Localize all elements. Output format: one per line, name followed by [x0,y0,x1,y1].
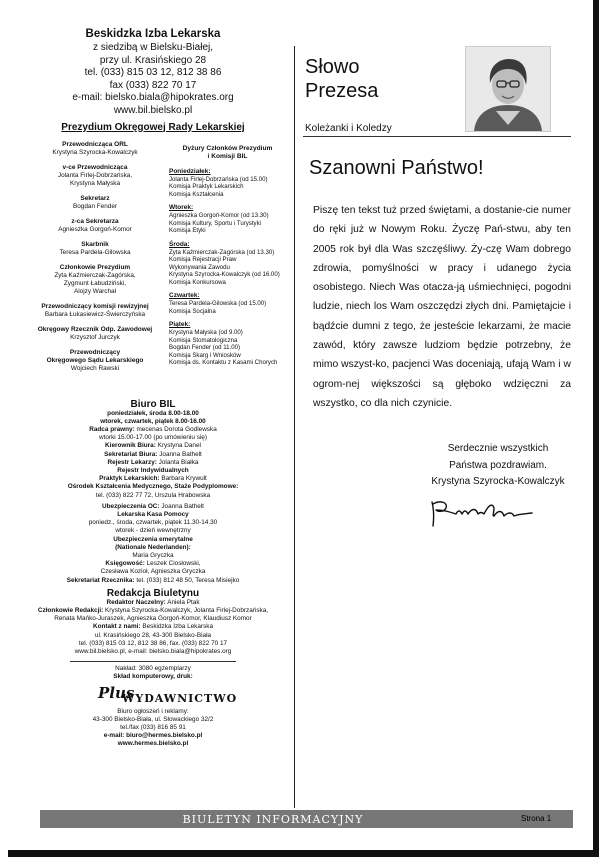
naczelny-label: Redaktor Naczelny: [106,598,166,606]
sekretariat-label: Sekretariat Biura: [104,450,158,458]
presidium-title: Prezydium Okręgowej Rady Lekarskiej [61,121,245,133]
duty-day-label: Czwartek: [169,292,200,300]
logo-plus: Plus [98,683,135,702]
emeryt-line-2 [20,544,286,552]
member-name: Krzysztof Jurczyk [70,333,120,341]
biuro-hours-text: poniedziałek, środa 8.00-18.00 [107,409,199,417]
druk-addr: 43-300 Bielsko-Biała, ul. Słowackiego 32/2 [92,715,214,723]
naczelny-line [20,599,286,607]
druk-www-text[interactable]: www.hermes.bielsko.pl [117,740,189,748]
page-frame-bottom [8,850,599,857]
member-group [20,264,170,296]
signature [428,496,548,533]
closing-line-1: Serdecznie wszystkich [447,443,549,454]
kierownik-label: Kierownik Biura: [105,442,156,450]
duty-day [169,321,286,367]
duty-day-label: Piątek: [169,321,191,329]
duty-title-line: i Komisji BIL [207,152,248,160]
article-title-line: Słowo [305,56,360,78]
radca-hours: wtorki 15.00-17.00 (po umówieniu się) [99,434,207,442]
emeryt-label-2: (Nationale Nederlanden): [115,543,191,551]
praktyk-line [20,475,286,483]
duty-schedule [169,145,286,373]
ksiegowosc-line [20,560,286,568]
member-role: Członkowie Prezydium [59,263,131,271]
member-group [20,141,170,157]
radca-value: mecenas Dorota Godlewska [134,425,217,433]
member-role: Przewodnicząca ORL [62,140,128,148]
kasa-line [20,511,286,519]
kontakt-line [20,623,286,631]
member-name: Wojciech Rawski [70,364,120,372]
divider [70,661,236,662]
member-group [20,349,170,373]
kierownik-value: Krystyna Danel [155,442,201,450]
duty-entry: Komisja ds. Kontaktu z Kasami Chorych [169,359,278,367]
osrodek-tel: tel. (033) 822 77 72, Urszula Hrabowska [95,491,211,499]
kasa-tuesday: wtorek - dzień wewnętrzny [115,527,191,535]
duty-entry: Krystyna Szyrocka-Kowalczyk (od 16.00) [169,271,280,279]
duty-day [169,241,286,287]
member-role: Skarbnik [81,240,109,248]
member-name: Alojzy Warchał [73,287,117,295]
kasa-hours: poniedz., środa, czwartek, piątek 11.30-14.30 [88,519,218,527]
duty-title [169,145,286,161]
column-divider [294,46,295,808]
member-role: z-ca Sekretarza [71,217,119,225]
duty-entry: Komisja Praktyk Lekarskich [169,183,244,191]
duty-entry: Komisja Konkursowa [169,278,226,286]
duty-entry: Wykonywania Zawodu [169,263,230,271]
duty-entry: Komisja Kształcenia [169,190,224,198]
member-group [20,195,170,211]
article-title-line: Prezesa [305,80,379,102]
article-paragraph: Piszę ten tekst tuż przed świętami, a dostanie-cie numer do ręki już w Nowym Roku. Życzę Pań-stwu, aby ten 2005 rok był dla Was szczęśliwy. Ży-czę Wam dobrego zdrowia, pomyślności w pracy i udanego życia osobistego. Niech Was otacza-ją uśmiechnięci, pogodni ludzie, niech los Wam oszczędzi złych dni. Pamiętajcie i bądźcie dumni z tego, że jesteście lekarzami, że macie zawód, który zawsze ludziom będzie potrzebny, że mimo wszyst-ko, pacjenci Was doceniają, ufają Wam i w ogrom-nej większości są głęboko wdzięczni za wszystko, co dla nich czynicie. [313,205,571,409]
president-photo [465,46,551,132]
rejestr-line [20,459,286,467]
druk-tel: tel./fax (033) 816 85 91 [120,724,186,732]
rzecznik-line [20,577,286,585]
duty-day [169,168,286,199]
praktyk-value: Barbara Krywult [159,475,207,483]
member-name: Teresa Pardela-Gilowska [59,248,131,256]
duty-entry: Bogdan Fender (od 11.00) [169,344,241,352]
duty-entry: Jolanta Firlej-Dobrzańska (od 15.00) [169,175,268,183]
duty-title-line: Dyżury Członków Prezydium [182,144,273,152]
duty-day [169,204,286,235]
duty-entry: Komisja Stomatologiczna [169,336,238,344]
ksiegowosc-value: Leszek Ciosłowski, [144,560,201,568]
duty-entry: Zyta Kaźmierczak-Zagórska (od 13.30) [169,248,275,256]
member-name: Bogdan Fender [72,202,118,210]
emeryt-name: Maria Gryczka [132,552,174,560]
member-name: Zyta Kaźmierczak-Zagórska, [54,271,136,279]
emeryt-line [20,536,286,544]
article-title [305,55,378,103]
member-role: Okręgowy Rzecznik Odp. Zawodowej [37,325,153,333]
member-group [20,326,170,342]
duty-entry: Teresa Pardela-Gilowska (od 15.00) [169,300,267,308]
portrait-image [466,47,550,131]
footer-title: BIULETYN INFORMACYJNY [182,813,364,826]
signature-image [428,496,548,528]
ksiegowosc-label: Księgowość: [105,560,145,568]
logo-wydawnictwo: WYDAWNICTWO [122,691,238,705]
org-street: przy ul. Krasińskiego 28 [99,54,207,66]
article-body [313,201,571,413]
member-name: Agnieszka Gorgoń-Komor [58,225,132,233]
member-group [20,164,170,188]
sekretariat-value: Joanna Bathelt [157,450,202,458]
duty-day [169,292,286,315]
author-name: Krystyna Szyrocka-Kowalczyk [431,476,565,487]
article-subtitle: Koleżanki i Koledzy [305,123,392,134]
member-name: Krystyna Małyska [69,179,121,187]
rejestr-ind [20,467,286,475]
kontakt-value: Beskidzka Izba Lekarska [140,623,214,631]
ksiegowosc-names: Czesława Kozioł, Agnieszka Gryczka [100,568,206,576]
rejestr-label: Rejestr Lekarzy: [107,458,157,466]
page-frame-right [593,0,599,857]
naklad: Nakład: 3080 egzemplarzy [115,665,191,673]
kontakt-tel: tel. (033) 815 03 12, 812 38 86, fax. (033) 822 70 17 [78,639,228,647]
ubezp-oc-line [20,503,286,511]
org-email[interactable]: e-mail: bielsko.biala@hipokrates.org [72,92,234,104]
biuro-hours-1 [20,410,286,418]
org-phone: tel. (033) 815 03 12, 812 38 86 [84,67,222,79]
rejestr-ind-label: Rejestr Indywidualnych [117,466,189,474]
duty-day-label: Środa: [169,240,190,248]
emeryt-label: Ubezpieczenia emerytalne [113,535,193,543]
biuro-hours-2 [20,418,286,426]
sklad-line [20,673,286,681]
member-name: Barbara Łukasiewicz-Świerczyńska [44,310,146,318]
biuro-hours-text: wtorek, czwartek, piątek 8.00-16.00 [100,417,206,425]
sekretariat-line [20,451,286,459]
radca-line [20,426,286,434]
org-fax: fax (033) 822 70 17 [109,79,197,91]
member-name: Zygmunt Łabudziński, [63,279,127,287]
member-group [20,241,170,257]
duty-entry: Komisja Kultury, Sportu i Turystyki [169,219,261,227]
left-column [20,28,286,749]
closing-line-2: Państwa pozdrawiam. [449,459,547,471]
sklad-label: Skład komputerowy, druk: [113,673,193,681]
kierownik-line [20,442,286,450]
closing [418,441,578,491]
page-number: Strona 1 [521,814,552,823]
title-rule [303,136,571,137]
rejestr-value: Jolanta Białka [156,458,199,466]
greeting: Szanowni Państwo! [309,157,484,179]
kontakt-addr: ul. Krasińskiego 28, 43-300 Bielsko-Biała [94,631,212,639]
druk-biuro: Biuro ogłoszeń i reklamy: [117,707,189,715]
osrodek-line [20,483,286,491]
member-name: Jolanta Firlej-Dobrzańska, [57,171,133,179]
duty-day-label: Wtorek: [169,204,194,212]
druk-email-text[interactable]: e-mail: biuro@hermes.bielsko.pl [103,732,203,740]
druk-email[interactable] [20,732,286,740]
czlonkowie-line [20,607,286,615]
rzecznik-label: Sekretariat Rzecznika: [66,576,135,584]
druk-www[interactable] [20,740,286,748]
org-seat: z siedzibą w Bielsku-Białej, [92,42,214,53]
naczelny-value: Aniela Ptak [165,598,200,606]
publisher-logo [20,684,286,708]
duty-entry: Agnieszka Gorgoń-Komor (od 13.30) [169,212,269,220]
presidium-members [20,141,170,380]
czlonkowie-value: Krystyna Szyrocka-Kowalczyk, Jolanta Firlej-Dobrzańska, [103,607,269,615]
duty-day-label: Poniedziałek: [169,167,211,175]
kontakt-label: Kontakt z nami: [92,623,141,631]
czlonkowie-cont: Renata Mańko-Juraszek, Agnieszka Gorgoń-Komor, Klaudiusz Komor [54,615,252,623]
rzecznik-value: tel. (033) 812 48 50, Teresa Misiejko [134,576,240,584]
member-name: Krystyna Szyrocka-Kowalczyk [52,148,138,156]
member-role: v-ce Przewodnicząca [62,163,128,171]
kasa-label: Lekarska Kasa Pomocy [117,511,189,518]
osrodek-label: Ośrodek Kształcenia Medycznego, Staże Podyplomowe: [67,483,239,491]
member-role: Sekretarz [80,194,110,202]
ubezp-oc-value: Joanna Bathelt [159,502,204,510]
duty-entry: Komisja Skarg i Wniosków [169,351,241,359]
member-role: Przewodniczący Okręgowego Sądu Lekarskiego [46,348,144,364]
biuro-title: Biuro BIL [130,398,176,410]
kontakt-www[interactable]: www.bil.bielsko.pl, e-mail: bielsko.biala@hipokrates.org [74,648,232,656]
member-group [20,303,170,319]
duty-entry: Komisja Rejestracji Praw [169,256,237,264]
presidium-columns [20,133,286,398]
radca-label: Radca prawny: [89,425,135,433]
praktyk-label: Praktyk Lekarskich: [99,475,160,483]
czlonkowie-label: Członkowie Redakcji: [37,607,104,615]
ubezp-oc-label: Ubezpieczenia OC: [102,502,160,510]
duty-entry: Krystyna Małyska (od 9.00) [169,329,243,337]
member-role: Przewodniczący komisji rewizyjnej [41,302,149,310]
duty-entry: Komisja Etyki [169,227,206,235]
org-www[interactable]: www.bil.bielsko.pl [113,104,193,116]
duty-entry: Komisja Socjalna [169,307,216,315]
member-group [20,218,170,234]
org-name: Beskidzka Izba Lekarska [85,28,221,40]
redakcja-title: Redakcja Biuletynu [106,587,200,599]
